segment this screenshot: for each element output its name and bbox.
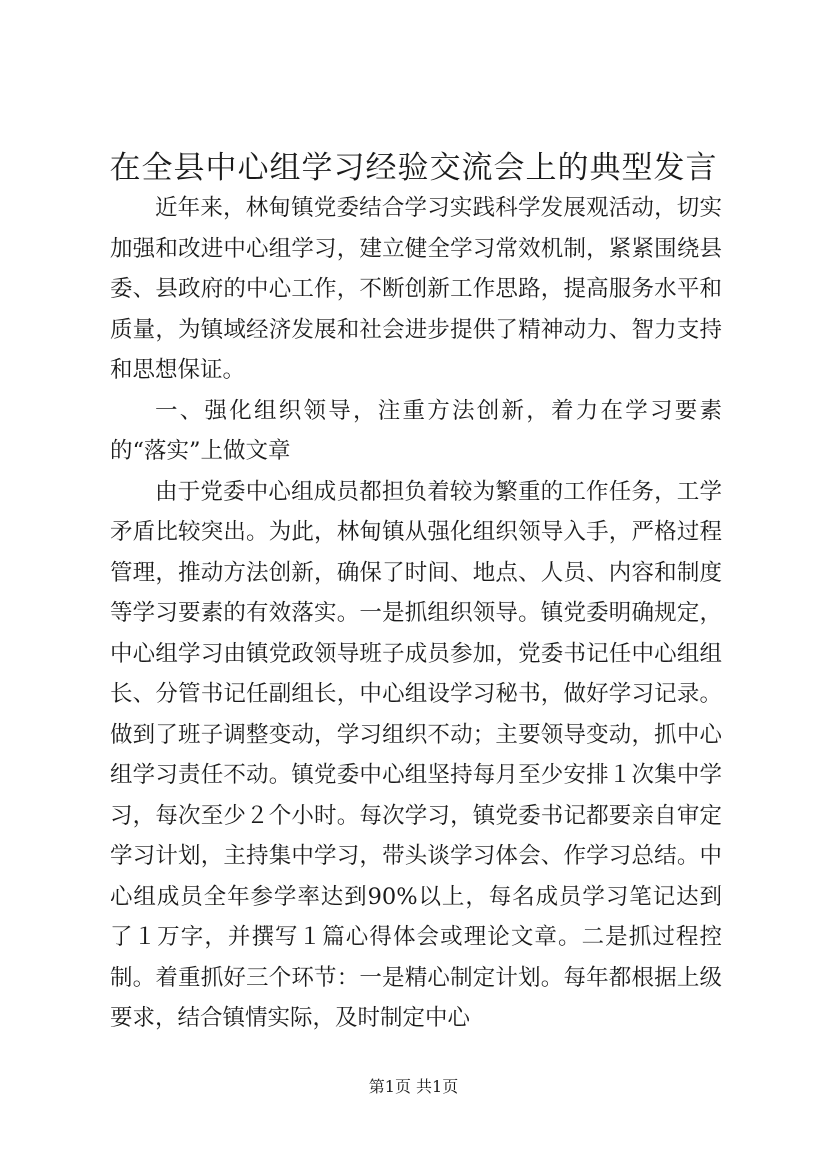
paragraph-section-1: 由于党委中心组成员都担负着较为繁重的工作任务，工学矛盾比较突出。为此，林甸镇从强化组织领导入手，严格过程管理，推动方法创新，确保了时间、地点、人员、内容和制度等学习要素的有效落实。一是抓组织领导。镇党委明确规定，中心组学习由镇党政领导班子成员参加，党委书记任中心组组长、分管书记任副组长，中心组设学习秘书，做好学习记录。做到了班子调整变动，学习组织不动；主要领导变动，抓中心组学习责任不动。镇党委中心组坚持每月至少安排１次集中学习，每次至少２个小时。每次学习，镇党委书记都要亲自审定学习计划，主持集中学习，带头谈学习体会、作学习总结。中心组成员全年参学率达到90%以上，每名成员学习笔记达到了１万字，并撰写１篇心得体会或理论文章。二是抓过程控制。着重抓好三个环节：一是精心制定计划。每年都根据上级要求，结合镇情实际，及时制定中心 [110,478,722,1031]
paragraph-intro: 近年来，林甸镇党委结合学习实践科学发展观活动，切实加强和改进中心组学习，建立健全学习常效机制，紧紧围绕县委、县政府的中心工作，不断创新工作思路，提高服务水平和质量，为镇域经济发展和社会进步提供了精神动力、智力支持和思想保证。 [110,195,722,383]
document-body [110,188,722,1039]
page-number-footer: 第1页 共1页 [368,1077,459,1096]
document-title: 在全县中心组学习经验交流会上的典型发言 [109,150,718,186]
section-heading-1: 一、强化组织领导，注重方法创新，着力在学习要素的“落实”上做文章 [110,397,722,464]
